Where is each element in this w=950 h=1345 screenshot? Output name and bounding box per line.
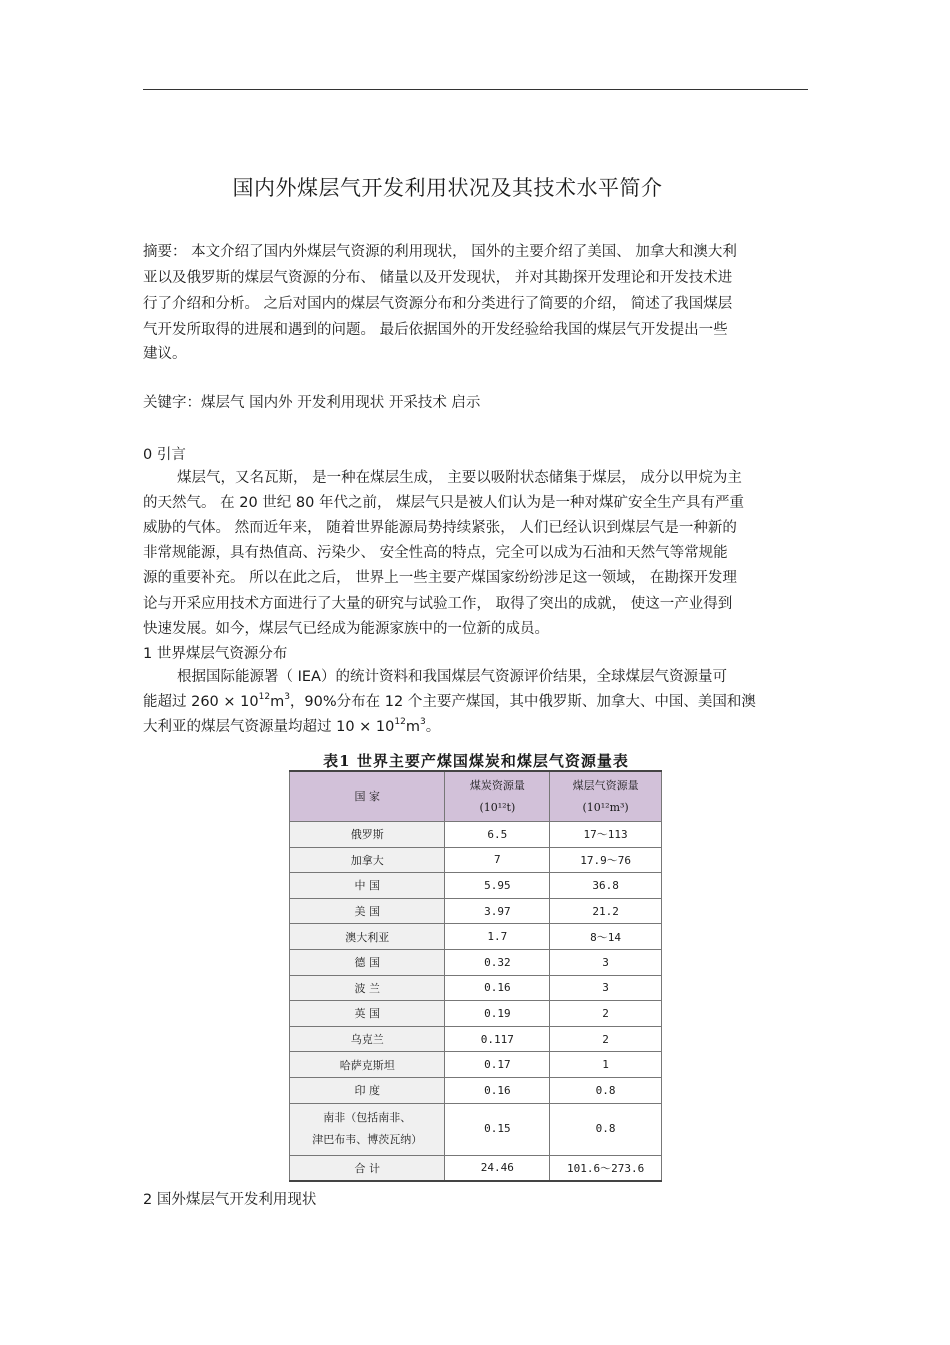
paragraph-line: 源的重要补充。 所以在此之后， 世界上一些主要产煤国家纷纷涉足这一领域， 在勘探开发理 (143, 570, 737, 586)
paragraph-line: 论与开采应用技术方面进行了大量的研究与试验工作， 取得了突出的成就， 使这一产业得到 (143, 596, 733, 612)
table-row (290, 873, 662, 899)
superscript: 3 (419, 717, 426, 727)
cell-coal: 1.7 (445, 924, 550, 950)
table-row (290, 1103, 662, 1155)
paragraph-line (143, 718, 440, 736)
cell-country: 哈萨克斯坦 (290, 1052, 445, 1078)
table-header-country: 国 家 (290, 771, 445, 822)
header-line: 煤炭资源量 (469, 778, 525, 792)
cell-cbm: 0.8 (550, 1077, 662, 1103)
cell-country: 德 国 (290, 949, 445, 975)
cell-country: 合 计 (290, 1155, 445, 1181)
cell-coal: 7 (445, 847, 550, 873)
section-heading: 0 引言 (143, 447, 186, 463)
cell-country: 澳大利亚 (290, 924, 445, 950)
cell-coal: 24.46 (445, 1155, 550, 1181)
table-row (290, 1052, 662, 1078)
table-row (290, 924, 662, 950)
table-caption: 表1 世界主要产煤国煤炭和煤层气资源量表 (323, 752, 629, 770)
cell-coal: 0.32 (445, 949, 550, 975)
cell-cbm: 1 (550, 1052, 662, 1078)
document-title: 国内外煤层气开发利用状况及其技术水平简介 (232, 176, 663, 200)
table-row (290, 1077, 662, 1103)
cell-country: 加拿大 (290, 847, 445, 873)
paragraph-line: 的天然气。 在 20 世纪 80 年代之前， 煤层气只是被人们认为是一种对煤矿安全生产具有严重 (143, 495, 745, 511)
cell-coal: 0.15 (445, 1103, 550, 1155)
text-span: m (270, 694, 285, 710)
text-span: ，90%分布在 12 个主要产煤国，其中俄罗斯、加拿大、中国、美国和澳 (289, 694, 756, 710)
cell-coal: 5.95 (445, 873, 550, 899)
cell-country: 波 兰 (290, 975, 445, 1001)
country-line: 津巴布韦、博茨瓦纳） (312, 1133, 423, 1147)
header-unit: (10¹²m³) (582, 800, 629, 814)
abstract-line: 亚以及俄罗斯的煤层气资源的分布、 储量以及开发现状， 并对其勘探开发理论和开发技术进 (143, 270, 733, 286)
cell-coal: 0.16 (445, 975, 550, 1001)
table-row (290, 822, 662, 848)
cell-coal: 0.19 (445, 1001, 550, 1027)
abstract-line: 摘要： 本文介绍了国内外煤层气资源的利用现状， 国外的主要介绍了美国、 加拿大和澳大利 (143, 244, 737, 260)
table-header-cbm (550, 771, 662, 822)
cell-coal: 0.117 (445, 1026, 550, 1052)
text-span: 。 (425, 719, 441, 735)
cell-country: 英 国 (290, 1001, 445, 1027)
superscript: 12 (258, 692, 271, 702)
table-row (290, 949, 662, 975)
table-row (290, 975, 662, 1001)
paragraph-line: 煤层气，又名瓦斯， 是一种在煤层生成， 主要以吸附状态储集于煤层， 成分以甲烷为主 (177, 470, 742, 486)
cell-cbm: 36.8 (550, 873, 662, 899)
resource-table (289, 770, 662, 1182)
section-heading: 1 世界煤层气资源分布 (143, 646, 288, 662)
cell-country: 美 国 (290, 898, 445, 924)
abstract-line: 建议。 (143, 346, 187, 362)
paragraph-line: 非常规能源，具有热值高、污染少、 安全性高的特点，完全可以成为石油和天然气等常规能 (143, 545, 728, 561)
table-row (290, 898, 662, 924)
table-total-row (290, 1155, 662, 1181)
cell-cbm: 2 (550, 1026, 662, 1052)
cell-cbm: 17～113 (550, 822, 662, 848)
section-heading: 2 国外煤层气开发利用现状 (143, 1192, 317, 1208)
paragraph-line: 根据国际能源署（ IEA）的统计资料和我国煤层气资源评价结果，全球煤层气资源量可 (177, 669, 727, 685)
header-unit: (10¹²t) (479, 800, 516, 814)
paragraph-line: 威胁的气体。 然而近年来， 随着世界能源局势持续紧张， 人们已经认识到煤层气是一种新的 (143, 520, 737, 536)
superscript: 3 (284, 692, 290, 702)
table-row (290, 847, 662, 873)
header-rule (143, 89, 808, 90)
cell-cbm: 3 (550, 975, 662, 1001)
text-span: 能超过 260 × 10 (143, 694, 259, 710)
keywords: 关键字：煤层气 国内外 开发利用现状 开采技术 启示 (143, 395, 481, 411)
cell-country (290, 1103, 445, 1155)
cell-cbm: 17.9～76 (550, 847, 662, 873)
cell-cbm: 21.2 (550, 898, 662, 924)
cell-cbm: 101.6～273.6 (550, 1155, 662, 1181)
header-line: 煤层气资源量 (572, 778, 639, 792)
cell-coal: 0.16 (445, 1077, 550, 1103)
country-line: 南非（包括南非、 (323, 1111, 412, 1125)
cell-coal: 6.5 (445, 822, 550, 848)
paragraph-line: 快速发展。如今，煤层气已经成为能源家族中的一位新的成员。 (143, 621, 549, 637)
table-row (290, 1001, 662, 1027)
cell-country: 印 度 (290, 1077, 445, 1103)
cell-cbm: 8～14 (550, 924, 662, 950)
cell-country: 乌克兰 (290, 1026, 445, 1052)
cell-cbm: 0.8 (550, 1103, 662, 1155)
paragraph-line (143, 693, 756, 711)
table-header-coal (445, 771, 550, 822)
abstract-line: 行了介绍和分析。 之后对国内的煤层气资源分布和分类进行了简要的介绍， 简述了我国煤层 (143, 296, 733, 312)
cell-coal: 3.97 (445, 898, 550, 924)
text-span: m (405, 719, 420, 735)
table-row (290, 1026, 662, 1052)
abstract-line: 气开发所取得的进展和遇到的问题。 最后依据国外的开发经验给我国的煤层气开发提出一些 (143, 322, 728, 338)
cell-coal: 0.17 (445, 1052, 550, 1078)
text-span: 大利亚的煤层气资源量均超过 10 × 10 (143, 719, 395, 735)
cell-country: 中 国 (290, 873, 445, 899)
cell-country: 俄罗斯 (290, 822, 445, 848)
cell-cbm: 2 (550, 1001, 662, 1027)
superscript: 12 (394, 717, 406, 727)
cell-cbm: 3 (550, 949, 662, 975)
